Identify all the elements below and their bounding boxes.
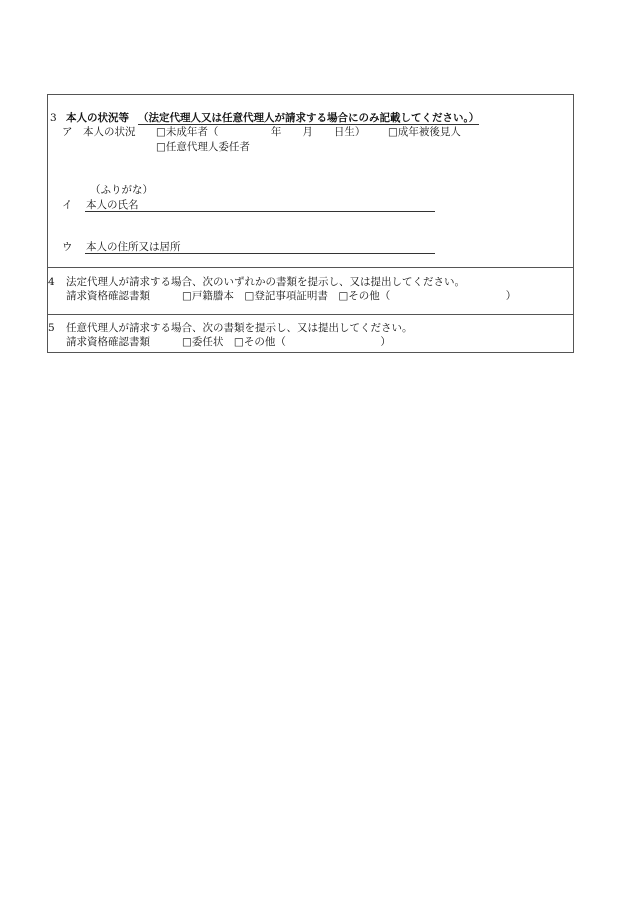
name-item-label: イ bbox=[62, 199, 73, 211]
address-input-line[interactable] bbox=[85, 253, 435, 254]
section3-title: 本人の状況等 bbox=[66, 112, 129, 124]
address-item-label: ウ bbox=[62, 241, 73, 253]
name-input-line[interactable] bbox=[85, 211, 435, 212]
section4-doc-label: 請求資格確認書類 bbox=[66, 290, 150, 302]
section4-number: 4 bbox=[48, 276, 55, 288]
voluntary-principal-checkbox[interactable]: □任意代理人委任者 bbox=[156, 141, 250, 153]
minor-checkbox[interactable]: □未成年者（ 年 月 日生） bbox=[156, 126, 366, 138]
section5-doc-label: 請求資格確認書類 bbox=[66, 336, 150, 348]
address-field-label: 本人の住所又は居所 bbox=[86, 241, 181, 253]
section3-number: 3 bbox=[50, 112, 57, 124]
section4-doc-options[interactable]: □戸籍謄本 □登記事項証明書 □その他（ ） bbox=[182, 290, 517, 302]
section3-note: （法定代理人又は任意代理人が請求する場合にのみ記載してください。） bbox=[138, 112, 480, 124]
furigana-label: （ふりがな） bbox=[90, 184, 153, 196]
name-field-label: 本人の氏名 bbox=[86, 199, 139, 211]
section5-doc-options[interactable]: □委任状 □その他（ ） bbox=[182, 336, 391, 348]
request-form-box bbox=[47, 94, 574, 353]
adult-ward-checkbox[interactable]: □成年被後見人 bbox=[388, 126, 461, 138]
section-divider bbox=[48, 267, 573, 268]
section-divider bbox=[48, 314, 573, 315]
section4-text: 法定代理人が請求する場合、次のいずれかの書類を提示し、又は提出してください。 bbox=[66, 276, 465, 288]
status-label: ア 本人の状況 bbox=[62, 126, 136, 138]
section5-number: 5 bbox=[48, 322, 55, 334]
section5-text: 任意代理人が請求する場合、次の書類を提示し、又は提出してください。 bbox=[66, 322, 413, 334]
